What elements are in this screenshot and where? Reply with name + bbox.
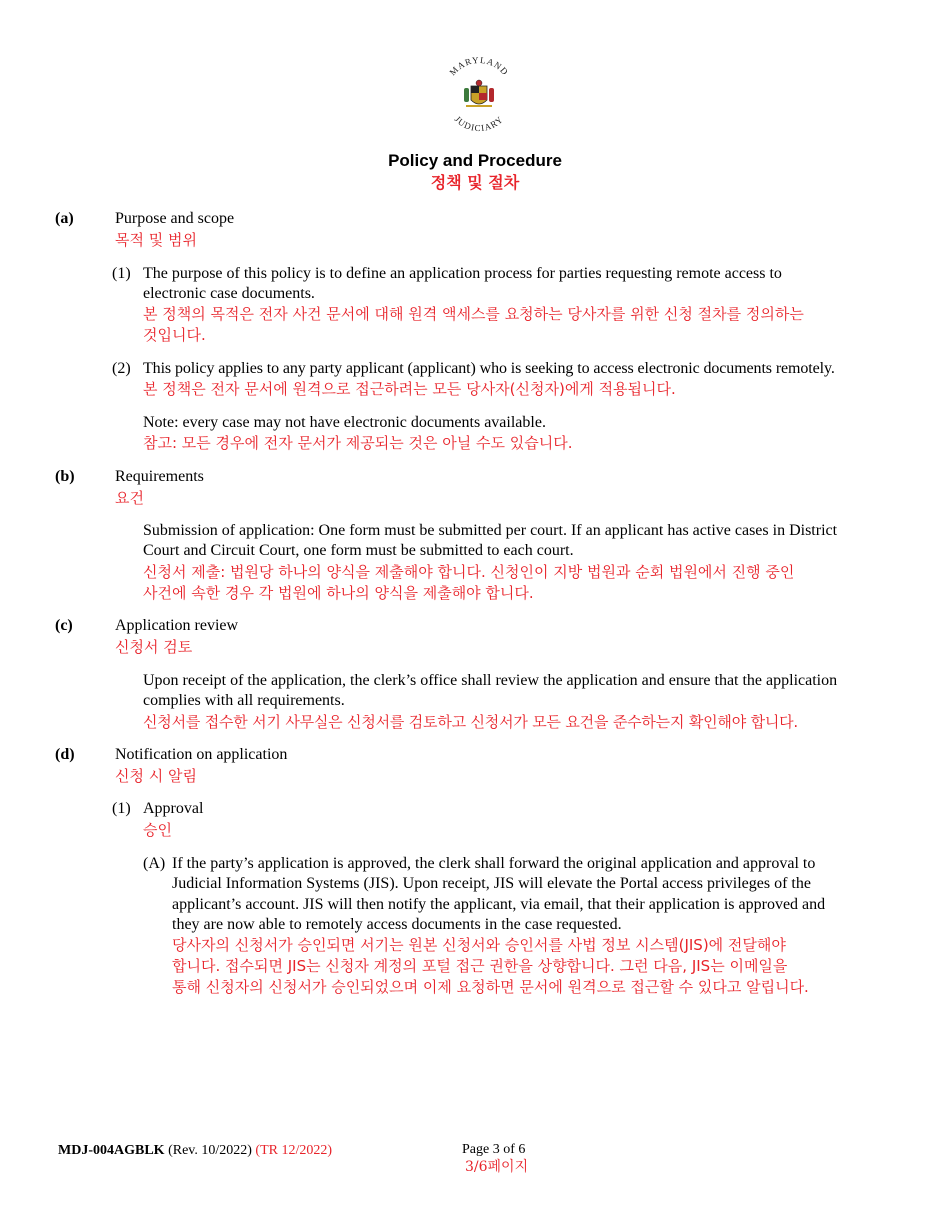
section-d-subA-ko2: 합니다. 접수되면 JIS는 신청자 계정의 포털 접근 권한을 상향합니다. 그런 다음, JIS는 이메일을 [172, 957, 788, 975]
maryland-judiciary-seal [440, 54, 518, 138]
section-b-line1: Submission of application: One form must be submitted per court. If an applicant has active cases in District [143, 522, 838, 539]
section-b-ko2: 사건에 속한 경우 각 법원에 하나의 양식을 제출해야 합니다. [143, 584, 534, 602]
section-c-line1: Upon receipt of the application, the clerk’s office shall review the application and ensure that the application [143, 672, 838, 689]
section-a-item1-line1: The purpose of this policy is to define an application process for parties requesting remote access to [143, 265, 782, 282]
section-a-item1-line2: electronic case documents. [143, 285, 315, 302]
section-d-subA-line1: If the party’s application is approved, the clerk shall forward the original application and approval to [172, 855, 816, 872]
section-b-line2: Court and Circuit Court, one form must be submitted to each court. [143, 542, 574, 559]
section-d-subA-num: (A) [143, 855, 166, 872]
section-a-label: (a) [55, 210, 74, 227]
section-d-item1-heading-ko: 승인 [143, 821, 172, 839]
form-translation-revision: (TR 12/2022) [255, 1143, 333, 1158]
section-a-item1-ko1: 본 정책의 목적은 전자 사건 문서에 대해 원격 액세스를 요청하는 당사자를 위한 신청 절차를 정의하는 [143, 305, 804, 323]
section-b-heading-ko: 요건 [115, 489, 144, 507]
section-a-item2-line1: This policy applies to any party applicant (applicant) who is seeking to access electronic documents remotely. [143, 360, 835, 377]
section-c-heading: Application review [115, 617, 239, 634]
section-c-heading-ko: 신청서 검토 [115, 638, 193, 656]
section-d-subA-line2: Judicial Information Systems (JIS). Upon receipt, JIS will elevate the Portal access privileges of the [172, 875, 811, 892]
section-a-item1-num: (1) [112, 265, 131, 282]
section-d-label: (d) [55, 746, 75, 763]
section-d-subA-line4: they are now able to remotely access documents in the case requested. [172, 916, 622, 933]
seal-crest-icon [464, 80, 494, 106]
form-revision: (Rev. 10/2022) [168, 1143, 252, 1158]
section-a-heading: Purpose and scope [115, 210, 235, 227]
section-a-item2-ko1: 본 정책은 전자 문서에 원격으로 접근하려는 모든 당사자(신청자)에게 적용됩니다. [143, 380, 676, 398]
section-c-label: (c) [55, 617, 73, 634]
section-a-note-ko: 참고: 모든 경우에 전자 문서가 제공되는 것은 아닐 수도 있습니다. [143, 434, 573, 452]
form-code: MDJ-004AGBLK [58, 1143, 165, 1158]
section-a-item1-ko2: 것입니다. [143, 326, 206, 344]
seal-text-top: MARYLAND [447, 54, 511, 78]
page-title-ko: 정책 및 절차 [430, 173, 520, 192]
section-c-line2: complies with all requirements. [143, 692, 345, 709]
section-b-ko1: 신청서 제출: 법원당 하나의 양식을 제출해야 합니다. 신청인이 지방 법원과 순회 법원에서 진행 중인 [143, 563, 795, 581]
page-number: Page 3 of 6 [462, 1142, 526, 1157]
section-d-item1-num: (1) [112, 800, 131, 817]
section-d-subA-line3: applicant’s account. JIS will then notify the applicant, via email, that their application is approved and [172, 896, 826, 913]
section-d-subA-ko1: 당사자의 신청서가 승인되면 서기는 원본 신청서와 승인서를 사법 정보 시스템(JIS)에 전달해야 [172, 936, 786, 954]
section-d-heading-ko: 신청 시 알림 [115, 767, 197, 785]
footer-form-code [58, 1141, 332, 1161]
svg-text:JUDICIARY [453, 114, 506, 133]
section-a-item2-num: (2) [112, 360, 131, 377]
section-b-heading: Requirements [115, 468, 204, 485]
section-d-subA-ko3: 통해 신청자의 신청서가 승인되었으며 이제 요청하면 문서에 원격으로 접근할 수 있다고 알립니다. [172, 978, 809, 996]
section-b-label: (b) [55, 468, 75, 485]
section-d-item1-heading: Approval [143, 800, 204, 817]
seal-text-bottom: JUDICIARY [452, 114, 506, 134]
page-number-ko: 3/6페이지 [465, 1159, 529, 1175]
section-a-heading-ko: 목적 및 범위 [115, 231, 197, 249]
section-c-ko1: 신청서를 접수한 서기 사무실은 신청서를 검토하고 신청서가 모든 요건을 준수하는지 확인해야 합니다. [143, 713, 799, 731]
svg-text:MARYLAND [447, 55, 510, 78]
section-a-note: Note: every case may not have electronic documents available. [143, 414, 546, 431]
section-d-heading: Notification on application [115, 746, 288, 763]
page-title: Policy and Procedure [388, 151, 562, 170]
